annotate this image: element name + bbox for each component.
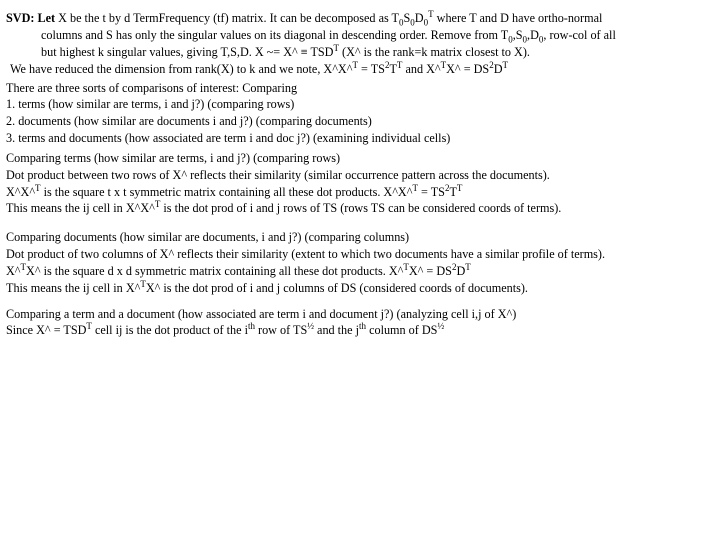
superscript: 2 xyxy=(451,261,457,272)
docs-text: X^ is the dot prod of i and j columns of DS (considered coords of documents). xyxy=(145,281,528,295)
sorts-intro: There are three sorts of comparisons of interest: Comparing xyxy=(6,81,298,95)
svd-text: , row-col of all xyxy=(543,28,616,42)
terms-text: is the square t x t symmetric matrix containing all these dot products. X^X^ xyxy=(40,185,413,199)
sorts-item-3: 3. terms and documents (how associated are term i and doc j?) (examining individual cells) xyxy=(6,131,451,145)
termdoc-text: row of TS xyxy=(254,323,308,337)
subscript: 0 xyxy=(538,34,544,45)
svd-line-3 xyxy=(41,44,530,61)
superscript: T xyxy=(465,261,471,272)
termdoc-text: cell ij is the dot product of the i xyxy=(91,323,248,337)
docs-line-4 xyxy=(6,280,528,297)
svd-text: and X^ xyxy=(402,62,441,76)
subscript: 0 xyxy=(399,17,404,28)
svd-text: columns and S has only the singular values on its diagonal in descending order. Remove from T xyxy=(41,28,509,42)
superscript: T xyxy=(412,182,418,193)
svd-text: D xyxy=(414,11,424,25)
svd-text: but highest k singular values, giving T,S,D. X ~= X^ ≡ TSD xyxy=(41,45,334,59)
terms-line-4 xyxy=(6,200,561,217)
superscript: T xyxy=(396,59,403,70)
terms-line-2: Dot product between two rows of X^ reflects their similarity (similar occurrence pattern across the documents). xyxy=(6,168,550,182)
terms-text: T xyxy=(449,185,457,199)
svd-text: T xyxy=(389,62,397,76)
docs-text: This means the ij cell in X^ xyxy=(6,281,141,295)
superscript: T xyxy=(440,59,447,70)
termdoc-heading: Comparing a term and a document (how associated are term i and document j?) (analyzing cell i,j of X^) xyxy=(6,307,517,321)
superscript: ½ xyxy=(437,320,445,331)
svd-text: (X^ is the rank=k matrix closest to X). xyxy=(339,45,530,59)
superscript: T xyxy=(403,261,409,272)
svd-text: We have reduced the dimension from rank(X) to k and we note, X^X^ xyxy=(10,62,353,76)
docs-text: X^ is the square d x d symmetric matrix containing all these dot products. X^ xyxy=(26,264,404,278)
docs-heading: Comparing documents (how similar are documents, i and j?) (comparing columns) xyxy=(6,230,410,244)
superscript: T xyxy=(140,278,146,289)
docs-text: X^ = DS xyxy=(408,264,452,278)
superscript: T xyxy=(456,182,463,193)
svd-text: = TS xyxy=(357,62,385,76)
terms-line-3 xyxy=(6,184,462,201)
docs-text: D xyxy=(456,264,466,278)
docs-line-2: Dot product of two columns of X^ reflects their similarity (extent to which two documents have a similar profile of terms). xyxy=(6,247,606,261)
svd-text: X be the t by d TermFrequency (tf) matrix. It can be decomposed as T xyxy=(58,11,399,25)
termdoc-text: column of DS xyxy=(366,323,438,337)
sorts-item-2: 2. documents (how similar are documents i and j?) (comparing documents) xyxy=(6,114,372,128)
termdoc-text: and the j xyxy=(313,323,359,337)
subscript: 0 xyxy=(410,17,415,28)
subscript: 0 xyxy=(522,34,528,45)
docs-text: X^ xyxy=(6,264,21,278)
subscript: 0 xyxy=(423,17,429,28)
termdoc-line-2 xyxy=(6,322,444,339)
superscript: 2 xyxy=(384,59,390,70)
superscript: T xyxy=(428,8,434,19)
subscript: 0 xyxy=(508,34,513,45)
docs-line-3 xyxy=(6,263,471,280)
svd-line-4 xyxy=(10,61,508,78)
superscript: th xyxy=(359,320,367,331)
svd-text: ,S xyxy=(512,28,523,42)
superscript: 2 xyxy=(444,182,450,193)
svd-line-2 xyxy=(41,27,616,44)
superscript: T xyxy=(352,59,358,70)
superscript: T xyxy=(333,42,339,53)
terms-text: X^X^ xyxy=(6,185,36,199)
svd-text: D xyxy=(493,62,503,76)
termdoc-text: Since X^ = TSD xyxy=(6,323,87,337)
svd-heading: SVD: Let xyxy=(6,11,56,25)
superscript: T xyxy=(35,182,41,193)
sorts-item-1: 1. terms (how similar are terms, i and j?) (comparing rows) xyxy=(6,97,295,111)
svd-text: X^ = DS xyxy=(446,62,490,76)
terms-text: This means the ij cell in X^X^ xyxy=(6,201,155,215)
svd-text: where T and D have ortho-normal xyxy=(436,11,603,25)
superscript: T xyxy=(20,261,27,272)
svd-text: ,D xyxy=(527,28,539,42)
terms-heading: Comparing terms (how similar are terms, i and j?) (comparing rows) xyxy=(6,151,341,165)
superscript: T xyxy=(86,320,92,331)
terms-text: = TS xyxy=(417,185,445,199)
superscript: ½ xyxy=(307,320,314,331)
superscript: T xyxy=(502,59,509,70)
superscript: 2 xyxy=(489,59,494,70)
superscript: T xyxy=(154,198,161,209)
svd-line-1 xyxy=(6,10,602,27)
terms-text: is the dot prod of i and j rows of TS (rows TS can be considered coords of terms). xyxy=(160,201,562,215)
superscript: th xyxy=(247,320,255,331)
svd-text: S xyxy=(403,11,411,25)
